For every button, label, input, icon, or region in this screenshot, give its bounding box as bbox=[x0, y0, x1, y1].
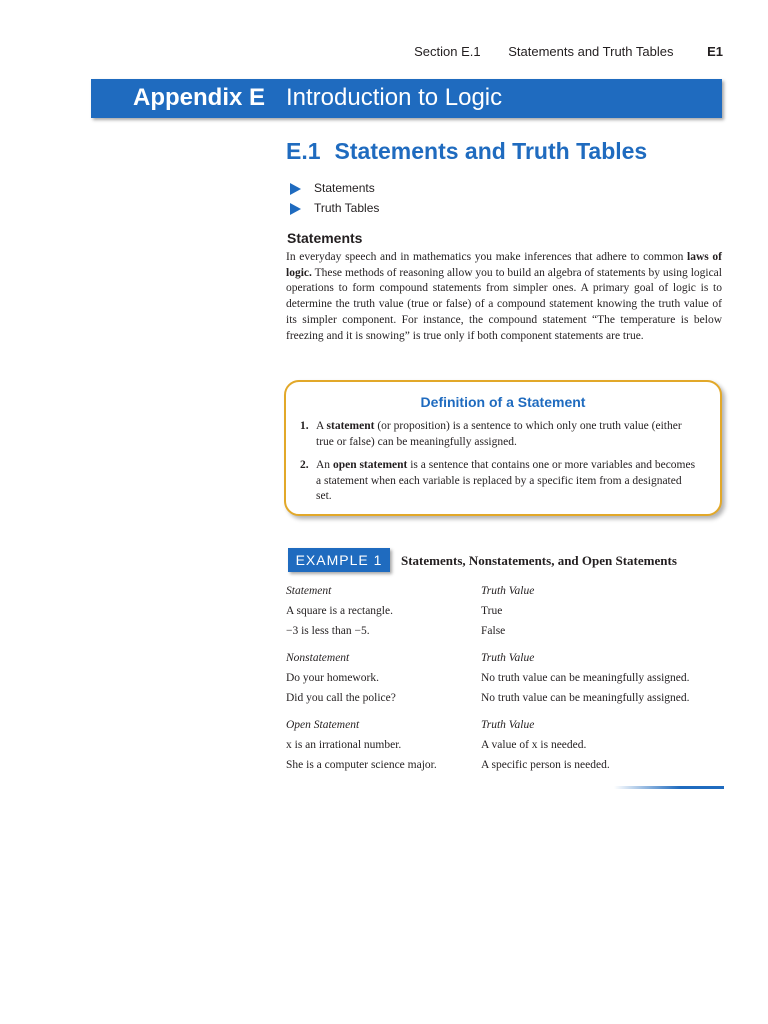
column-header: Truth Value bbox=[481, 652, 535, 664]
truth-value-cell: No truth value can be meaningfully assigned. bbox=[481, 672, 690, 684]
table-row bbox=[286, 757, 726, 777]
arrow-right-icon bbox=[290, 183, 301, 195]
section-title: Statements and Truth Tables bbox=[334, 138, 648, 164]
column-header: Open Statement bbox=[286, 719, 360, 731]
truth-value-cell: A value of x is needed. bbox=[481, 739, 587, 751]
definition-title: Definition of a Statement bbox=[420, 394, 586, 410]
topic-item[interactable] bbox=[288, 201, 379, 221]
topic-item[interactable] bbox=[288, 181, 379, 201]
table-row bbox=[286, 690, 726, 710]
intro-text-1: In everyday speech and in mathematics you make inferences that adhere to common bbox=[286, 251, 688, 263]
sentence-cell: x is an irrational number. bbox=[286, 739, 402, 751]
definition-item-number: 2. bbox=[300, 459, 309, 471]
page-number: E1 bbox=[707, 44, 723, 59]
table-row bbox=[286, 670, 726, 690]
definition-item-text: (or proposition) is a sentence to which only one truth value (either true or false) can be meaningfully assigned. bbox=[316, 420, 682, 448]
topic-label: Statements bbox=[314, 181, 375, 195]
definition-item-pre: An bbox=[316, 459, 333, 471]
statements-subheading: Statements bbox=[287, 230, 363, 246]
appendix-title: Introduction to Logic bbox=[286, 84, 503, 111]
example-title: Statements, Nonstatements, and Open Statements bbox=[401, 553, 677, 568]
column-header: Truth Value bbox=[481, 719, 535, 731]
example-table bbox=[286, 583, 726, 784]
intro-text-2: These methods of reasoning allow you to build an algebra of statements by using logical operations to form compound statements from simpler ones. A primary goal of logic is to determine the truth value (true or false) of a compound statement knowing the truth value of its simpler component. For instance, the compound statement “The temperature is below freezing and it is snowing” is true only if both component statements are true. bbox=[286, 266, 722, 342]
appendix-banner bbox=[91, 79, 722, 118]
definition-item-pre: A bbox=[316, 420, 327, 432]
topic-label: Truth Tables bbox=[314, 201, 380, 215]
intro-paragraph bbox=[286, 250, 722, 344]
sentence-cell: Do your homework. bbox=[286, 672, 379, 684]
appendix-label: Appendix E bbox=[133, 84, 266, 111]
definition-term: statement bbox=[326, 420, 375, 432]
truth-value-cell: False bbox=[481, 625, 506, 637]
example-group-header bbox=[286, 717, 726, 737]
table-row bbox=[286, 737, 726, 757]
truth-value-cell: No truth value can be meaningfully assigned. bbox=[481, 692, 690, 704]
truth-value-cell: True bbox=[481, 605, 503, 617]
definition-item bbox=[300, 458, 696, 505]
sentence-cell: Did you call the police? bbox=[286, 692, 396, 704]
sentence-cell: She is a computer science major. bbox=[286, 759, 437, 771]
sentence-cell: A square is a rectangle. bbox=[286, 605, 393, 617]
definition-item-text: is a sentence that contains one or more variables and becomes a statement when each variable is replaced by a specific item from a designated set. bbox=[316, 459, 696, 502]
section-heading bbox=[286, 138, 647, 165]
section-number: E.1 bbox=[286, 138, 321, 164]
running-head bbox=[414, 44, 723, 59]
example-end-rule bbox=[614, 786, 724, 789]
example-group-header bbox=[286, 583, 726, 603]
arrow-right-icon bbox=[290, 203, 301, 215]
definition-item bbox=[300, 419, 696, 450]
definition-item-number: 1. bbox=[300, 420, 309, 432]
table-row bbox=[286, 623, 726, 643]
running-head-section: Section E.1 bbox=[414, 44, 481, 59]
table-row bbox=[286, 603, 726, 623]
column-header: Truth Value bbox=[481, 585, 535, 597]
sentence-cell: −3 is less than −5. bbox=[286, 625, 370, 637]
example-group-statement bbox=[286, 583, 726, 643]
definition-box bbox=[284, 380, 722, 516]
example-group-nonstatement bbox=[286, 650, 726, 710]
example-badge: EXAMPLE 1 bbox=[288, 548, 390, 572]
truth-value-cell: A specific person is needed. bbox=[481, 759, 610, 771]
laws-of-logic-term: laws of logic. bbox=[286, 251, 723, 279]
column-header: Nonstatement bbox=[286, 652, 350, 664]
example-group-open-statement bbox=[286, 717, 726, 777]
definition-term: open statement bbox=[332, 459, 408, 471]
example-group-header bbox=[286, 650, 726, 670]
running-head-title: Statements and Truth Tables bbox=[508, 44, 674, 59]
column-header: Statement bbox=[286, 585, 332, 597]
topic-list bbox=[288, 181, 379, 221]
